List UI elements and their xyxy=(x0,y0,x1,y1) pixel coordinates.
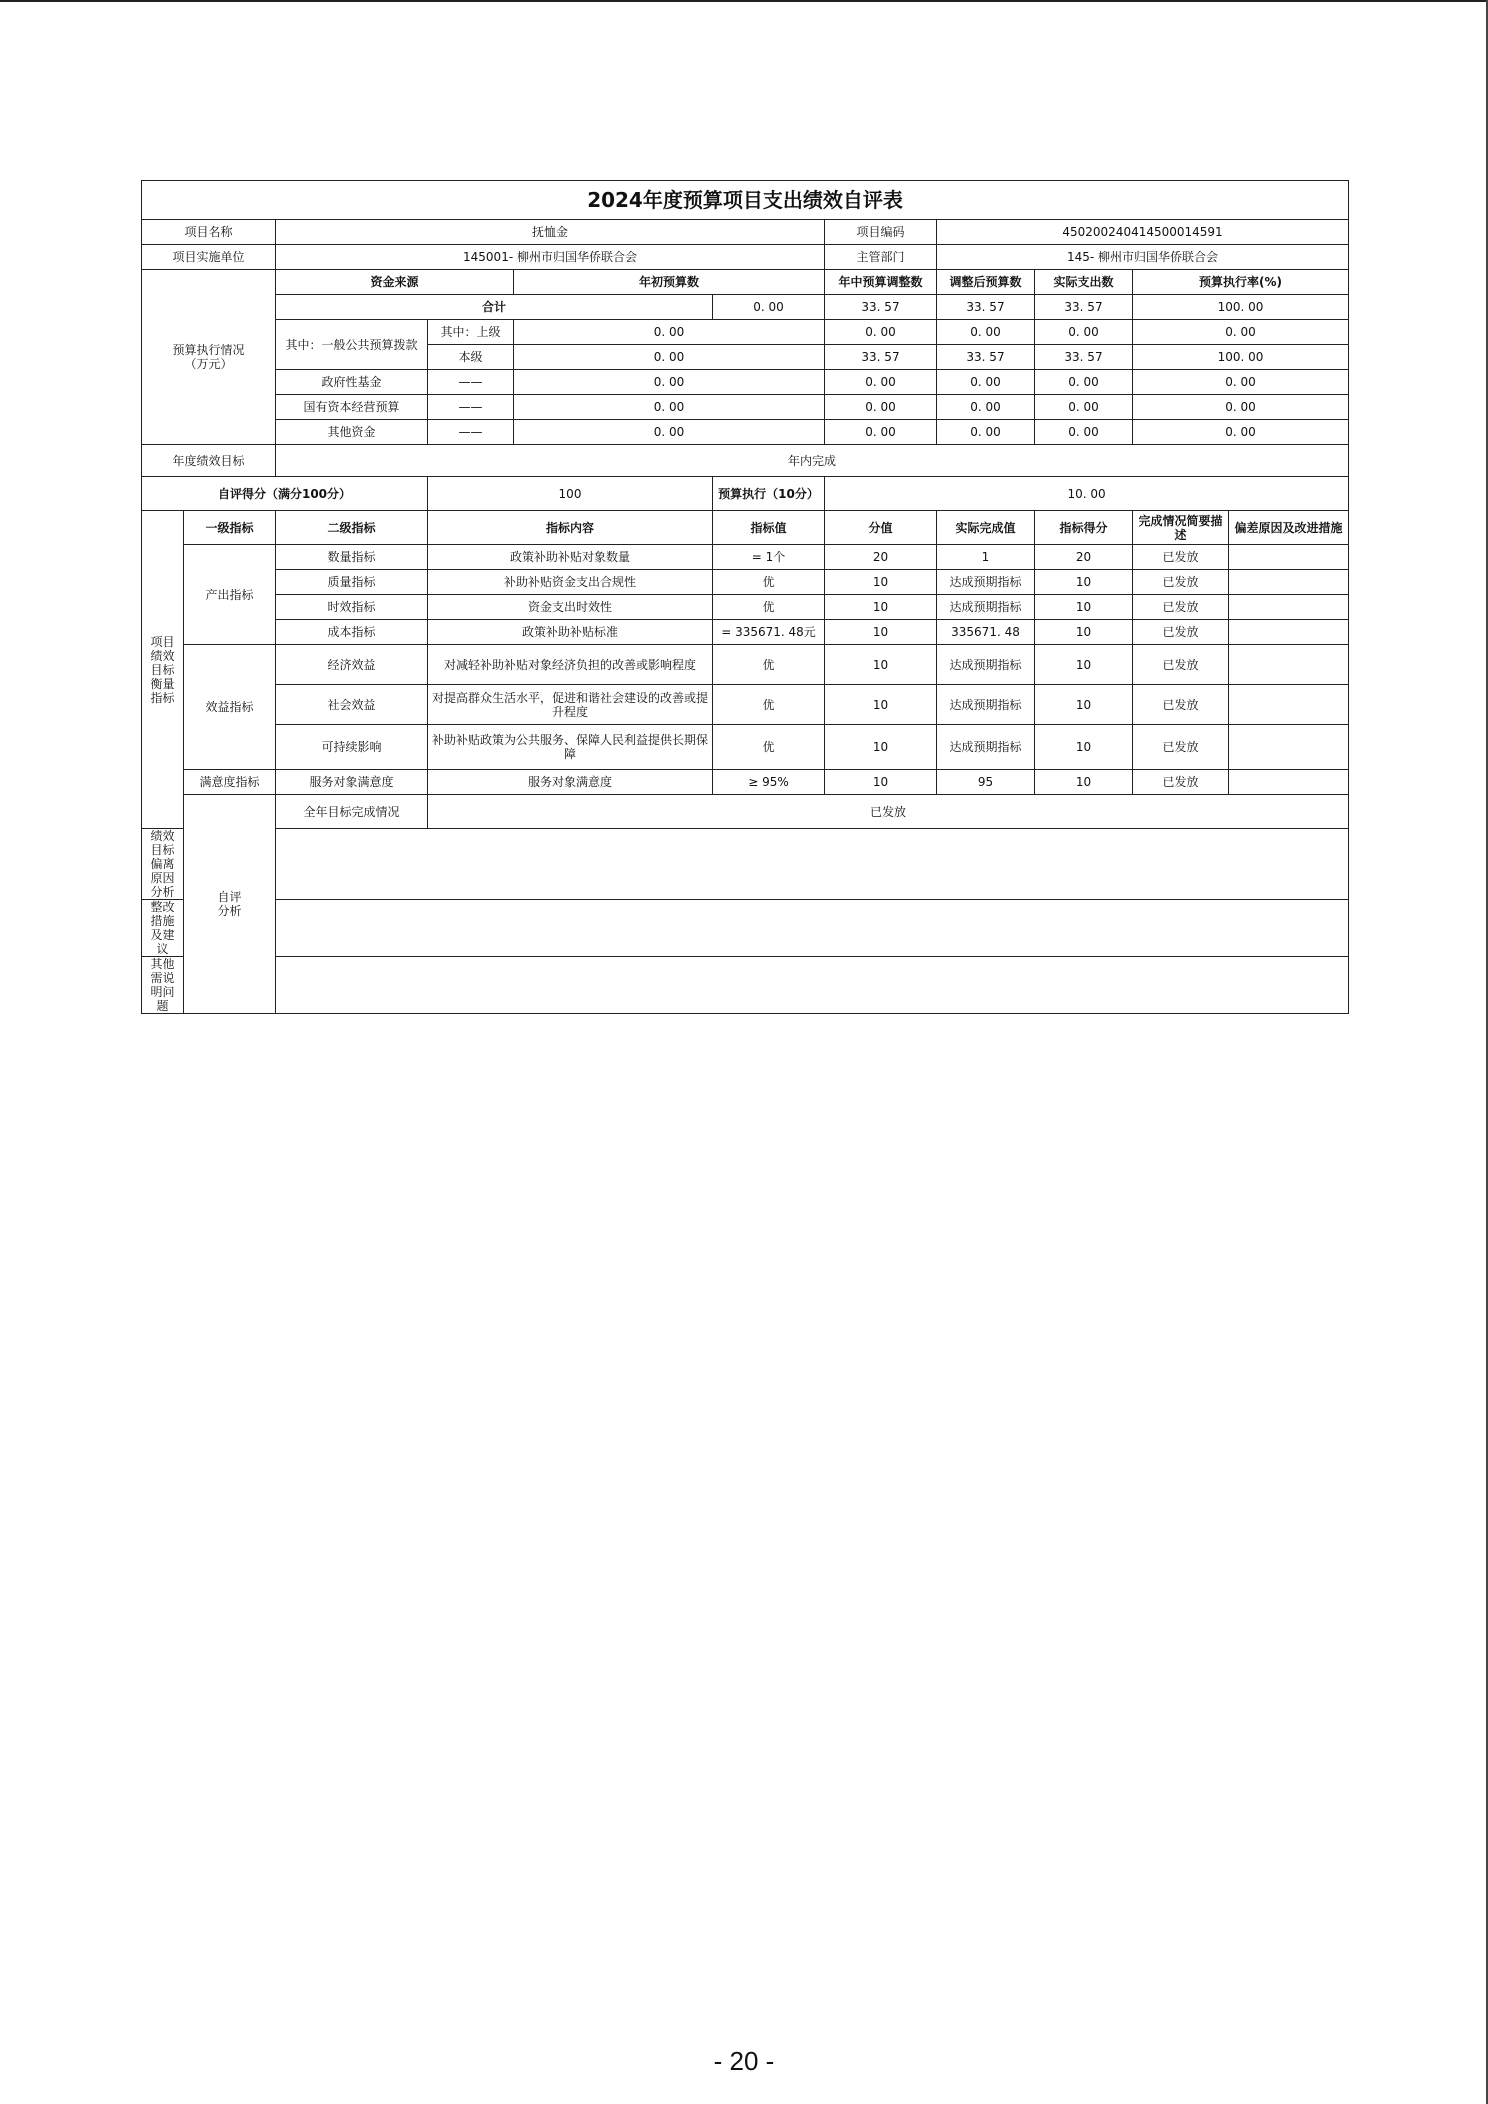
indicator-deviation-reason xyxy=(1229,645,1349,685)
indicator-level2: 社会效益 xyxy=(276,685,428,725)
indicator-content: 政策补助补贴对象数量 xyxy=(428,545,713,570)
deviation-analysis-label: 绩效目标偏离原因分析 xyxy=(142,829,184,900)
indicator-score: 10 xyxy=(1035,645,1133,685)
total-mid: 33. 57 xyxy=(825,295,937,320)
upper-rate: 0. 00 xyxy=(1133,320,1349,345)
indicator-points: 10 xyxy=(825,770,937,795)
measures-value xyxy=(276,900,1349,957)
indicator-target: 优 xyxy=(713,595,825,620)
completion-label: 全年目标完成情况 xyxy=(276,795,428,829)
supervising-dept-value: 145- 柳州市归国华侨联合会 xyxy=(937,245,1349,270)
table-row xyxy=(142,725,1349,770)
indicator-score: 10 xyxy=(1035,595,1133,620)
indicator-content: 资金支出时效性 xyxy=(428,595,713,620)
other-fund-mid: 0. 00 xyxy=(825,420,937,445)
total-actual: 33. 57 xyxy=(1035,295,1133,320)
budget-row-other xyxy=(142,420,1349,445)
indicator-points: 10 xyxy=(825,570,937,595)
table-row xyxy=(142,570,1349,595)
table-row xyxy=(142,770,1349,795)
indicator-target: = 1个 xyxy=(713,545,825,570)
implementing-unit-value: 145001- 柳州市归国华侨联合会 xyxy=(276,245,825,270)
general-budget-label: 其中：一般公共预算拨款 xyxy=(276,320,428,370)
header-mid-adjustment: 年中预算调整数 xyxy=(825,270,937,295)
indicator-description: 已发放 xyxy=(1133,620,1229,645)
total-label: 合计 xyxy=(276,295,713,320)
indicator-achieved: 1 xyxy=(937,545,1035,570)
budget-row-gov-fund xyxy=(142,370,1349,395)
header-level2: 二级指标 xyxy=(276,511,428,545)
supervising-dept-label: 主管部门 xyxy=(825,245,937,270)
total-adjusted: 33. 57 xyxy=(937,295,1035,320)
budget-row-state-capital xyxy=(142,395,1349,420)
local-mid: 33. 57 xyxy=(825,345,937,370)
budget-section-label: 预算执行情况 （万元） xyxy=(142,270,276,445)
table-row xyxy=(142,595,1349,620)
indicator-points: 10 xyxy=(825,620,937,645)
gov-fund-initial: 0. 00 xyxy=(514,370,825,395)
state-capital-actual: 0. 00 xyxy=(1035,395,1133,420)
indicator-score: 20 xyxy=(1035,545,1133,570)
header-level1: 一级指标 xyxy=(184,511,276,545)
budget-row-total xyxy=(142,295,1349,320)
budget-exec-score-label: 预算执行（10分） xyxy=(713,477,825,511)
indicator-score: 10 xyxy=(1035,685,1133,725)
implementing-unit-label: 项目实施单位 xyxy=(142,245,276,270)
indicator-achieved: 达成预期指标 xyxy=(937,570,1035,595)
table-row xyxy=(142,685,1349,725)
indicator-achieved: 达成预期指标 xyxy=(937,595,1035,620)
project-name-label: 项目名称 xyxy=(142,220,276,245)
output-indicator-label: 产出指标 xyxy=(184,545,276,645)
gov-fund-label: 政府性基金 xyxy=(276,370,428,395)
total-initial: 0. 00 xyxy=(713,295,825,320)
analysis-section-label: 自评 分析 xyxy=(184,795,276,1014)
gov-fund-adjusted: 0. 00 xyxy=(937,370,1035,395)
state-capital-rate: 0. 00 xyxy=(1133,395,1349,420)
header-actual-expense: 实际支出数 xyxy=(1035,270,1133,295)
indicator-description: 已发放 xyxy=(1133,645,1229,685)
indicator-content: 补助补贴政策为公共服务、保障人民利益提供长期保障 xyxy=(428,725,713,770)
other-fund-label: 其他资金 xyxy=(276,420,428,445)
other-fund-actual: 0. 00 xyxy=(1035,420,1133,445)
project-code-value: 450200240414500014591 xyxy=(937,220,1349,245)
indicator-deviation-reason xyxy=(1229,545,1349,570)
upper-initial: 0. 00 xyxy=(514,320,825,345)
other-fund-rate: 0. 00 xyxy=(1133,420,1349,445)
indicator-target: 优 xyxy=(713,645,825,685)
other-fund-adjusted: 0. 00 xyxy=(937,420,1035,445)
indicator-achieved: 达成预期指标 xyxy=(937,725,1035,770)
header-adjusted-budget: 调整后预算数 xyxy=(937,270,1035,295)
indicator-target: 优 xyxy=(713,570,825,595)
budget-exec-score-value: 10. 00 xyxy=(825,477,1349,511)
indicator-description: 已发放 xyxy=(1133,545,1229,570)
indicator-content: 对减轻补助补贴对象经济负担的改善或影响程度 xyxy=(428,645,713,685)
table-row xyxy=(142,620,1349,645)
other-fund-initial: 0. 00 xyxy=(514,420,825,445)
local-adjusted: 33. 57 xyxy=(937,345,1035,370)
indicator-description: 已发放 xyxy=(1133,570,1229,595)
indicator-deviation-reason xyxy=(1229,595,1349,620)
indicator-target: 优 xyxy=(713,685,825,725)
indicator-content: 服务对象满意度 xyxy=(428,770,713,795)
state-capital-label: 国有资本经营预算 xyxy=(276,395,428,420)
header-initial-budget: 年初预算数 xyxy=(514,270,825,295)
header-target: 指标值 xyxy=(713,511,825,545)
indicator-target: = 335671. 48元 xyxy=(713,620,825,645)
annual-goal-label: 年度绩效目标 xyxy=(142,445,276,477)
indicator-level2: 质量指标 xyxy=(276,570,428,595)
other-fund-dash: —— xyxy=(428,420,514,445)
indicator-points: 10 xyxy=(825,645,937,685)
indicator-score: 10 xyxy=(1035,725,1133,770)
indicator-level2: 数量指标 xyxy=(276,545,428,570)
indicator-deviation-reason xyxy=(1229,725,1349,770)
indicator-target: ≥ 95% xyxy=(713,770,825,795)
indicator-achieved: 达成预期指标 xyxy=(937,645,1035,685)
deviation-analysis-value xyxy=(276,829,1349,900)
indicator-score: 10 xyxy=(1035,570,1133,595)
benefit-indicator-label: 效益指标 xyxy=(184,645,276,770)
state-capital-adjusted: 0. 00 xyxy=(937,395,1035,420)
table-row xyxy=(142,645,1349,685)
indicator-achieved: 335671. 48 xyxy=(937,620,1035,645)
other-issues-label: 其他需说明问题 xyxy=(142,957,184,1014)
indicator-deviation-reason xyxy=(1229,770,1349,795)
header-description: 完成情况简要描述 xyxy=(1133,511,1229,545)
indicator-points: 20 xyxy=(825,545,937,570)
indicator-level2: 时效指标 xyxy=(276,595,428,620)
top-border-line xyxy=(0,0,1488,2)
indicator-content: 对提高群众生活水平，促进和谐社会建设的改善或提升程度 xyxy=(428,685,713,725)
header-execution-rate: 预算执行率(%) xyxy=(1133,270,1349,295)
indicator-content: 政策补助补贴标准 xyxy=(428,620,713,645)
indicator-section-label: 项目 绩效 目标 衡量 指标 xyxy=(142,511,184,829)
indicator-score: 10 xyxy=(1035,620,1133,645)
indicator-score: 10 xyxy=(1035,770,1133,795)
indicator-points: 10 xyxy=(825,725,937,770)
completion-value: 已发放 xyxy=(428,795,1349,829)
indicator-deviation-reason xyxy=(1229,570,1349,595)
indicator-description: 已发放 xyxy=(1133,725,1229,770)
gov-fund-rate: 0. 00 xyxy=(1133,370,1349,395)
indicator-description: 已发放 xyxy=(1133,770,1229,795)
header-score: 指标得分 xyxy=(1035,511,1133,545)
header-fund-source: 资金来源 xyxy=(276,270,514,295)
state-capital-initial: 0. 00 xyxy=(514,395,825,420)
table-row xyxy=(142,545,1349,570)
upper-label: 其中：上级 xyxy=(428,320,514,345)
upper-adjusted: 0. 00 xyxy=(937,320,1035,345)
indicator-deviation-reason xyxy=(1229,620,1349,645)
other-issues-value xyxy=(276,957,1349,1014)
local-actual: 33. 57 xyxy=(1035,345,1133,370)
indicator-achieved: 达成预期指标 xyxy=(937,685,1035,725)
header-content: 指标内容 xyxy=(428,511,713,545)
upper-mid: 0. 00 xyxy=(825,320,937,345)
indicator-deviation-reason xyxy=(1229,685,1349,725)
header-deviation-reason: 偏差原因及改进措施 xyxy=(1229,511,1349,545)
local-initial: 0. 00 xyxy=(514,345,825,370)
indicator-points: 10 xyxy=(825,595,937,620)
indicator-level2: 服务对象满意度 xyxy=(276,770,428,795)
local-rate: 100. 00 xyxy=(1133,345,1349,370)
indicator-description: 已发放 xyxy=(1133,685,1229,725)
indicator-achieved: 95 xyxy=(937,770,1035,795)
page-number: - 20 - xyxy=(713,2046,775,2076)
satisfaction-indicator-label: 满意度指标 xyxy=(184,770,276,795)
indicator-target: 优 xyxy=(713,725,825,770)
indicator-points: 10 xyxy=(825,685,937,725)
measures-label: 整改措施及建议 xyxy=(142,900,184,957)
indicator-level2: 成本指标 xyxy=(276,620,428,645)
indicator-level2: 经济效益 xyxy=(276,645,428,685)
local-label: 本级 xyxy=(428,345,514,370)
annual-goal-value: 年内完成 xyxy=(276,445,1349,477)
indicator-description: 已发放 xyxy=(1133,595,1229,620)
project-name-value: 抚恤金 xyxy=(276,220,825,245)
gov-fund-dash: —— xyxy=(428,370,514,395)
page-title: 2024年度预算项目支出绩效自评表 xyxy=(142,181,1349,220)
budget-row-upper xyxy=(142,320,1349,345)
total-rate: 100. 00 xyxy=(1133,295,1349,320)
performance-evaluation-table xyxy=(141,180,1349,1014)
upper-actual: 0. 00 xyxy=(1035,320,1133,345)
project-code-label: 项目编码 xyxy=(825,220,937,245)
gov-fund-mid: 0. 00 xyxy=(825,370,937,395)
header-points: 分值 xyxy=(825,511,937,545)
state-capital-mid: 0. 00 xyxy=(825,395,937,420)
self-score-value: 100 xyxy=(428,477,713,511)
state-capital-dash: —— xyxy=(428,395,514,420)
indicator-content: 补助补贴资金支出合规性 xyxy=(428,570,713,595)
indicator-level2: 可持续影响 xyxy=(276,725,428,770)
self-score-label: 自评得分（满分100分） xyxy=(142,477,428,511)
header-achieved: 实际完成值 xyxy=(937,511,1035,545)
gov-fund-actual: 0. 00 xyxy=(1035,370,1133,395)
